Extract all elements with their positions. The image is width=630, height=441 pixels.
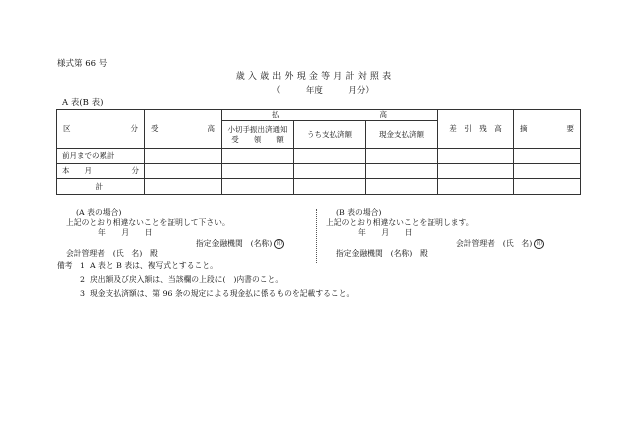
header-remarks: 摘 要: [514, 110, 581, 149]
table-label: A 表(B 表): [62, 98, 104, 108]
header-balance: 差 引 残 高: [438, 110, 514, 149]
monthly-comparison-table: [56, 109, 581, 195]
divider-dotted: [316, 209, 317, 263]
cert-a-manager: 会計管理者 (氏 名) 殿: [66, 249, 158, 258]
header-check-paid: うち支払済額: [294, 121, 366, 149]
cert-a-case: (A 表の場合): [76, 208, 122, 217]
row-label: 前月までの累計: [57, 149, 145, 164]
header-category: 区 分: [57, 110, 145, 149]
period-month: 月分）: [348, 86, 374, 96]
period-year: 年度: [305, 86, 323, 96]
cert-b-case: (B 表の場合): [336, 208, 382, 217]
cert-a-institution: 指定金融機関 (名称) 印: [196, 239, 284, 249]
note-item: 2 戻出額及び戻入額は、当該欄の上段に( )内書のこと。: [80, 275, 284, 284]
note-item: 1 A 表と B 表は、複写式とすること。: [80, 261, 218, 270]
row-label: 本 月 分: [57, 164, 145, 179]
cert-a-date: 年 月 日: [98, 228, 153, 237]
period-line: [272, 87, 374, 96]
table-row: [57, 149, 581, 164]
cert-b-institution: 指定金融機関 (名称) 殿: [336, 249, 428, 258]
header-payment-group: 払 高: [222, 110, 438, 121]
cert-a-statement: 上記のとおり相違ないことを証明して下さい。: [66, 218, 230, 227]
form-number: 様式第 66 号: [57, 59, 108, 69]
row-label: 計: [57, 179, 145, 195]
seal-icon: 印: [274, 239, 284, 249]
cert-b-manager: 会計管理者 (氏 名) 印: [456, 239, 544, 249]
header-cash-paid: 現金支払済額: [366, 121, 438, 149]
seal-icon: 印: [534, 239, 544, 249]
header-receipt: 受 高: [145, 110, 222, 149]
table-row: [57, 164, 581, 179]
note-item: 3 現金支払済額は、第 96 条の規定による現金払に係るものを記載すること。: [80, 289, 355, 298]
notes-heading: 備考: [57, 261, 73, 270]
table-row: [57, 179, 581, 195]
cert-b-statement: 上記のとおり相違ないことを証明します。: [326, 218, 474, 227]
header-check-notice: 小切手振出済通知 受 領 額: [222, 121, 294, 149]
page-title: 歳入歳出外現金等月計対照表: [235, 72, 395, 82]
cert-b-date: 年 月 日: [358, 228, 413, 237]
period-open: （: [272, 86, 281, 96]
